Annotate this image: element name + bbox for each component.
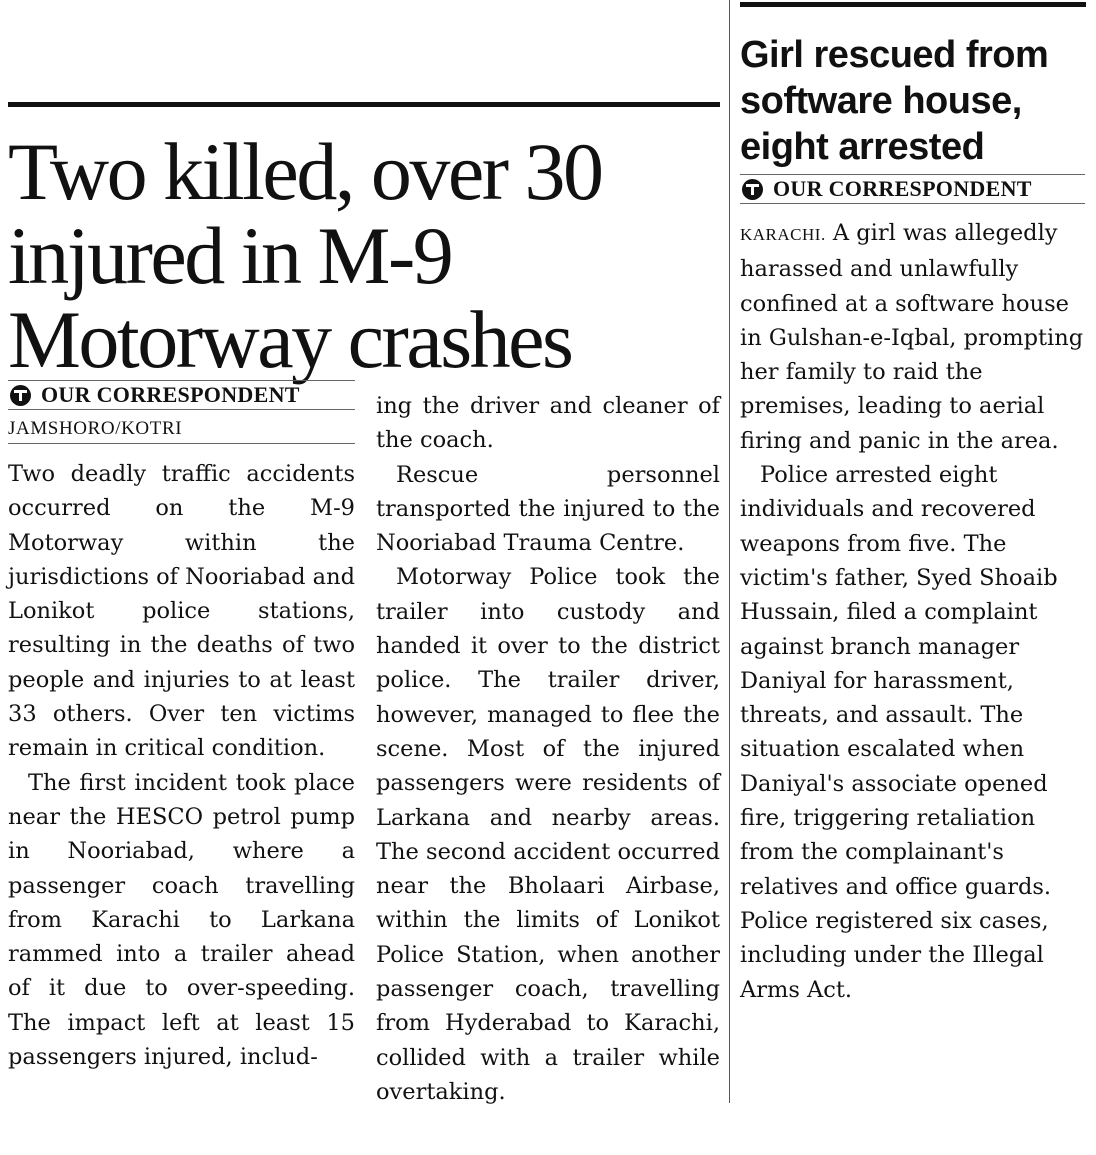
top-rule-right: [740, 2, 1086, 7]
tribune-t-logo-icon: [10, 385, 31, 406]
article1-paragraph: Two deadly traffic accidents occurred on the M-9 Motorway within the jurisdictions of Nooriabad and Lonikot police stations, resulting in the deaths of two people and injuries to at least 33 others. Over ten victims remain in critical condition.: [8, 461, 355, 762]
article1-paragraph: ing the driver and cleaner of the coach.: [376, 393, 720, 454]
article1-headline: Two killed, over 30 injured in M-9 Motorway crashes: [8, 126, 602, 385]
article2-dateline: KARACHI.: [740, 225, 826, 244]
article1-column-2: [376, 389, 720, 1109]
article1-dateline: JAMSHORO/KOTRI: [8, 418, 355, 444]
article2-byline: [740, 174, 1085, 204]
article1-byline-text: OUR CORRESPONDENT: [41, 382, 300, 407]
article2-byline-text: OUR CORRESPONDENT: [773, 176, 1032, 201]
article1-paragraph: Rescue personnel transported the injured to the Nooriabad Trauma Centre.: [376, 461, 720, 557]
article2-paragraph: Police arrested eight individuals and recovered weapons from five. The victim's father, Syed Shoaib Hussain, filed a complaint against branch manager Daniyal for harassment, threats, and assault. The situation escalated when Daniyal's associate opened fire, triggering retaliation from the complainant's relatives and office guards. Police registered six cases, including under the Illegal Arms Act.: [740, 462, 1058, 1003]
article2-headline: Girl rescued from software house, eight arrested: [740, 34, 1049, 168]
article1-column-1: [8, 457, 355, 1074]
tribune-t-logo-icon: [742, 179, 763, 200]
article1-paragraph: The first incident took place near the HESCO petrol pump in Nooriabad, where a passenger coach travelling from Karachi to Larkana rammed into a trailer ahead of it due to over-speeding. The impact left at least 15 passengers injured, includ-: [8, 769, 355, 1071]
article2-lead-text: A girl was allegedly harassed and unlawfully confined at a software house in Gulshan-e-Iqbal, prompting her family to raid the premises, leading to aerial firing and panic in the area.: [740, 220, 1084, 454]
top-rule-left: [8, 102, 720, 107]
article2-lead-paragraph: [740, 216, 1085, 458]
article1-byline: [8, 380, 355, 410]
article2-column: [740, 216, 1085, 1007]
article1-paragraph: Motorway Police took the trailer into custody and handed it over to the district police. The trailer driver, however, managed to flee the scene. Most of the injured passengers were residents of Larkana and nearby areas. The second accident occurred near the Bholaari Airbase, within the limits of Lonikot Police Station, when another passenger coach, travelling from Hyderabad to Karachi, collided with a trailer while overtaking.: [376, 564, 720, 1105]
column-divider: [729, 0, 730, 1103]
